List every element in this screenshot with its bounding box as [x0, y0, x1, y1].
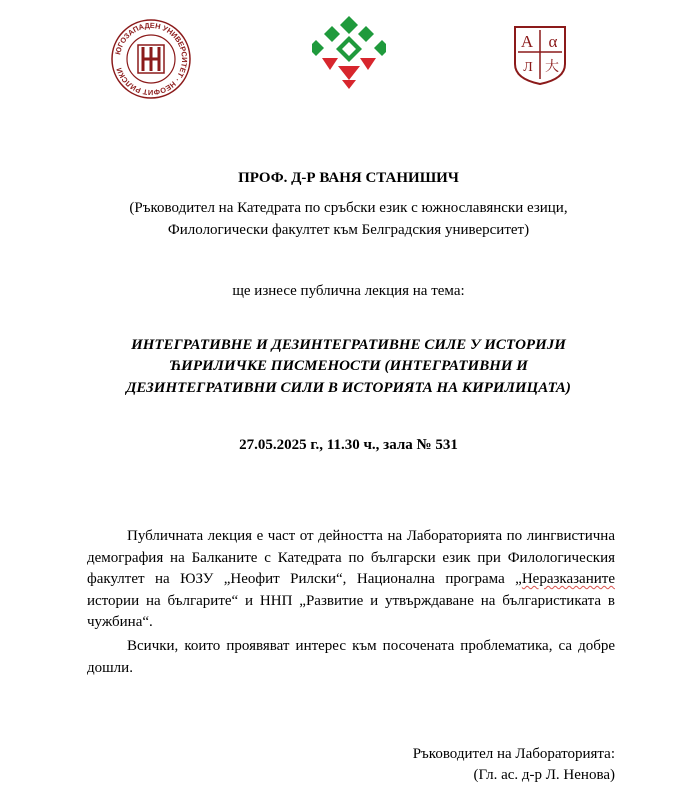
university-ring-text: ЮГОЗАПАДЕН УНИВЕРСИТЕТ · НЕОФИТ РИЛСКИ [113, 20, 190, 98]
lecturer-name: ПРОФ. Д-Р ВАНЯ СТАНИШИЧ [238, 170, 459, 186]
paragraph-2: Всички, които проявяват интерес към посочената проблематика, са добре дошли. [87, 638, 615, 676]
affiliation-line-1: (Ръководител на Катедрата по сръбски език с южнославянски езици, [129, 200, 568, 216]
topic-line-2: ЋИРИЛИЧКЕ ПИСМЕНОСТИ (ИНТЕГРАТИВНИ И [169, 358, 528, 374]
paragraph-1 [87, 526, 615, 634]
logo-letter-2: α [548, 32, 558, 51]
paragraph-1-text-b: истории на българите“ и ННП „Развитие и утвърждаване на българистиката в чужбина“. [87, 592, 615, 630]
date-time-room: 27.05.2025 г., 11.30 ч., зала № 531 [239, 437, 458, 453]
topic-line-3: ДЕЗИНТЕГРАТИВНИ СИЛИ В ИСТОРИЯТА НА КИРИЛИЦАТА) [126, 380, 571, 396]
signature-title: Ръководител на Лабораторията: [412, 746, 615, 762]
shield-letters-logo [512, 24, 568, 86]
intro-text: ще изнесе публична лекция на тема: [232, 283, 465, 299]
affiliation-line-2: Филологически факултет към Белградския университет) [167, 222, 530, 238]
logo-letter-4: 大 [545, 59, 559, 75]
paragraph-1-text-a: Публичната лекция е част от дейността на Лабораторията по лингвистична демография на Балканите с Катедрата по български език при Филологическия факултет на ЮЗУ „Неофит Рилски“, Национална програма „ [87, 528, 615, 587]
signature-name: (Гл. ас. д-р Л. Ненова) [473, 767, 615, 783]
embroidery-logo [312, 14, 386, 90]
topic-line-1: ИНТЕГРАТИВНЕ И ДЕЗИНТЕГРАТИВНЕ СИЛЕ У ИСТОРИЈИ [131, 337, 566, 353]
logo-letter-3: Л [523, 60, 533, 75]
university-logo [110, 18, 192, 100]
logo-letter-1: А [520, 32, 534, 51]
spellcheck-underlined-word: Неразказаните [521, 571, 615, 587]
